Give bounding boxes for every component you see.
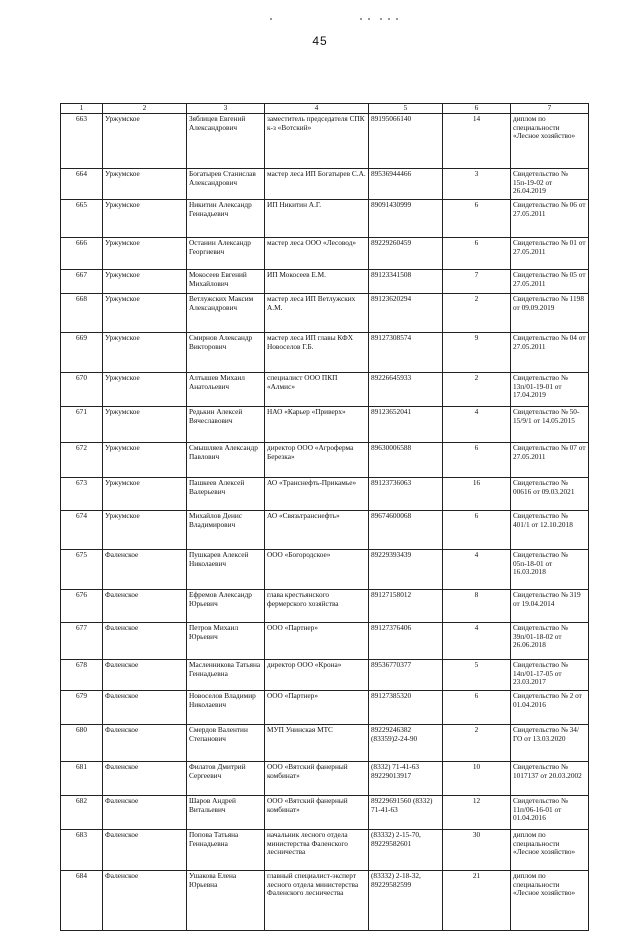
person-name-cell: Смышляев Александр Павлович xyxy=(187,442,265,477)
table-row xyxy=(61,829,589,870)
district-cell: Фаленское xyxy=(103,549,187,589)
district-cell: Уржумское xyxy=(103,199,187,237)
phone-cell: 89674600068 xyxy=(369,510,443,549)
table-row xyxy=(61,690,589,724)
phone-cell: 89536944466 xyxy=(369,168,443,199)
phone-cell: 89123620294 xyxy=(369,293,443,332)
row-number: 681 xyxy=(61,761,103,795)
experience-years-cell: 4 xyxy=(443,622,511,659)
phone-cell: 89123736063 xyxy=(369,477,443,510)
district-cell: Фаленское xyxy=(103,829,187,870)
row-number: 684 xyxy=(61,870,103,930)
certificate-cell: Свидетельство № 34/ГО от 13.03.2020 xyxy=(511,724,589,761)
position-cell: главный специалист-эксперт лесного отдела министерства Фаленского лесничества xyxy=(265,870,369,930)
row-number: 670 xyxy=(61,372,103,406)
person-name-cell: Смирнов Александр Викторович xyxy=(187,332,265,372)
position-cell: ООО «Вятский фанерный комбинат» xyxy=(265,761,369,795)
certificate-cell: Свидетельство № 2 от 01.04.2016 xyxy=(511,690,589,724)
certificate-cell: Свидетельство № 14п/01-17-05 от 23.03.2017 xyxy=(511,659,589,690)
phone-cell: 89123341508 xyxy=(369,269,443,293)
district-cell: Уржумское xyxy=(103,332,187,372)
table-row xyxy=(61,549,589,589)
district-cell: Уржумское xyxy=(103,269,187,293)
table-row xyxy=(61,659,589,690)
position-cell: директор ООО «Крона» xyxy=(265,659,369,690)
column-header: 3 xyxy=(187,104,265,114)
table-row xyxy=(61,168,589,199)
experience-years-cell: 6 xyxy=(443,199,511,237)
experience-years-cell: 4 xyxy=(443,406,511,442)
position-cell: мастер леса ИП Ветлужских А.М. xyxy=(265,293,369,332)
row-number: 665 xyxy=(61,199,103,237)
phone-cell: 89127376406 xyxy=(369,622,443,659)
certificate-cell: Свидетельство № 15п-19-02 от 26.04.2019 xyxy=(511,168,589,199)
district-cell: Фаленское xyxy=(103,622,187,659)
certificate-cell: Свидетельство № 401/1 от 12.10.2018 xyxy=(511,510,589,549)
phone-cell: 89229691560 (8332) 71-41-63 xyxy=(369,795,443,829)
experience-years-cell: 6 xyxy=(443,510,511,549)
certificate-cell: Свидетельство № 13п/01-19-01 от 17.04.2019 xyxy=(511,372,589,406)
registry-table xyxy=(60,103,589,931)
table-row xyxy=(61,199,589,237)
position-cell: ООО «Вятский фанерный комбинат» xyxy=(265,795,369,829)
column-header: 7 xyxy=(511,104,589,114)
phone-cell: 89127158012 xyxy=(369,589,443,622)
table-row xyxy=(61,442,589,477)
table-row xyxy=(61,622,589,659)
experience-years-cell: 8 xyxy=(443,589,511,622)
person-name-cell: Михайлов Денис Владимирович xyxy=(187,510,265,549)
certificate-cell: Свидетельство № 07 от 27.05.2011 xyxy=(511,442,589,477)
experience-years-cell: 6 xyxy=(443,237,511,269)
row-number: 667 xyxy=(61,269,103,293)
row-number: 676 xyxy=(61,589,103,622)
column-header: 2 xyxy=(103,104,187,114)
row-number: 675 xyxy=(61,549,103,589)
phone-cell: 89536770377 xyxy=(369,659,443,690)
experience-years-cell: 6 xyxy=(443,690,511,724)
position-cell: заместитель председателя СПК к-з «Вотский» xyxy=(265,113,369,168)
certificate-cell: Свидетельство № 1198 от 09.09.2019 xyxy=(511,293,589,332)
district-cell: Уржумское xyxy=(103,113,187,168)
table-row xyxy=(61,372,589,406)
experience-years-cell: 16 xyxy=(443,477,511,510)
row-number: 671 xyxy=(61,406,103,442)
person-name-cell: Останин Александр Георгиевич xyxy=(187,237,265,269)
experience-years-cell: 21 xyxy=(443,870,511,930)
phone-cell: 89229393439 xyxy=(369,549,443,589)
experience-years-cell: 6 xyxy=(443,442,511,477)
person-name-cell: Ветлужских Максим Александрович xyxy=(187,293,265,332)
district-cell: Фаленское xyxy=(103,690,187,724)
table-row xyxy=(61,406,589,442)
person-name-cell: Масленникова Татьяна Геннадьевна xyxy=(187,659,265,690)
phone-cell: 89127308574 xyxy=(369,332,443,372)
table-row xyxy=(61,332,589,372)
phone-cell: 89195066140 xyxy=(369,113,443,168)
position-cell: мастер леса ИП главы КФХ Новоселов Г.Б. xyxy=(265,332,369,372)
district-cell: Уржумское xyxy=(103,406,187,442)
position-cell: НАО «Карьер «Приверх» xyxy=(265,406,369,442)
position-cell: АО «Связьтранснефть» xyxy=(265,510,369,549)
row-number: 674 xyxy=(61,510,103,549)
person-name-cell: Петров Михаил Юрьевич xyxy=(187,622,265,659)
position-cell: МУП Унинская МТС xyxy=(265,724,369,761)
position-cell: ООО «Партнер» xyxy=(265,690,369,724)
experience-years-cell: 2 xyxy=(443,372,511,406)
district-cell: Уржумское xyxy=(103,477,187,510)
district-cell: Уржумское xyxy=(103,372,187,406)
phone-cell: 89229260459 xyxy=(369,237,443,269)
person-name-cell: Смердов Валентин Степанович xyxy=(187,724,265,761)
row-number: 677 xyxy=(61,622,103,659)
phone-cell: 89091430999 xyxy=(369,199,443,237)
experience-years-cell: 9 xyxy=(443,332,511,372)
phone-cell: 89229246382 (83359)2-24-90 xyxy=(369,724,443,761)
certificate-cell: Свидетельство № 05 от 27.05.2011 xyxy=(511,269,589,293)
phone-cell: 89123652041 xyxy=(369,406,443,442)
district-cell: Фаленское xyxy=(103,761,187,795)
district-cell: Уржумское xyxy=(103,237,187,269)
experience-years-cell: 12 xyxy=(443,795,511,829)
certificate-cell: диплом по специальности «Лесное хозяйство» xyxy=(511,829,589,870)
person-name-cell: Пушкарев Алексей Николаевич xyxy=(187,549,265,589)
certificate-cell: Свидетельство № 1017137 от 20.03.2002 xyxy=(511,761,589,795)
table-row xyxy=(61,795,589,829)
person-name-cell: Богатырев Станислав Александрович xyxy=(187,168,265,199)
experience-years-cell: 3 xyxy=(443,168,511,199)
table-row xyxy=(61,237,589,269)
district-cell: Фаленское xyxy=(103,795,187,829)
experience-years-cell: 7 xyxy=(443,269,511,293)
person-name-cell: Новоселов Владимир Николаевич xyxy=(187,690,265,724)
position-cell: мастер леса ИП Богатырев С.А. xyxy=(265,168,369,199)
position-cell: специалист ООО ПКП «Алмис» xyxy=(265,372,369,406)
column-header: 5 xyxy=(369,104,443,114)
table-row xyxy=(61,510,589,549)
certificate-cell: диплом по специальности «Лесное хозяйство» xyxy=(511,870,589,930)
row-number: 673 xyxy=(61,477,103,510)
certificate-cell: Свидетельство № 05п-18-01 от 16.03.2018 xyxy=(511,549,589,589)
person-name-cell: Филатов Дмитрий Сергеевич xyxy=(187,761,265,795)
table-row xyxy=(61,761,589,795)
position-cell: АО «Транснефть-Прикамье» xyxy=(265,477,369,510)
row-number: 669 xyxy=(61,332,103,372)
row-number: 672 xyxy=(61,442,103,477)
page-number: 45 xyxy=(312,34,328,48)
table-row xyxy=(61,589,589,622)
certificate-cell: диплом по специальности «Лесное хозяйство» xyxy=(511,113,589,168)
district-cell: Фаленское xyxy=(103,724,187,761)
certificate-cell: Свидетельство № 00616 от 09.03.2021 xyxy=(511,477,589,510)
row-number: 666 xyxy=(61,237,103,269)
phone-cell: (83332) 2-18-32, 89229582599 xyxy=(369,870,443,930)
position-cell: глава крестьянского фермерского хозяйства xyxy=(265,589,369,622)
row-number: 682 xyxy=(61,795,103,829)
position-cell: директор ООО «Агроферма Березка» xyxy=(265,442,369,477)
district-cell: Уржумское xyxy=(103,168,187,199)
district-cell: Фаленское xyxy=(103,870,187,930)
row-number: 678 xyxy=(61,659,103,690)
person-name-cell: Никитин Александр Геннадьевич xyxy=(187,199,265,237)
position-cell: ООО «Партнер» xyxy=(265,622,369,659)
position-cell: начальник лесного отдела министерства Фаленского лесничества xyxy=(265,829,369,870)
row-number: 683 xyxy=(61,829,103,870)
person-name-cell: Редькин Алексей Вячеславович xyxy=(187,406,265,442)
experience-years-cell: 10 xyxy=(443,761,511,795)
person-name-cell: Шаров Андрей Витальевич xyxy=(187,795,265,829)
position-cell: ООО «Богородское» xyxy=(265,549,369,589)
phone-cell: 89226645933 xyxy=(369,372,443,406)
district-cell: Уржумское xyxy=(103,293,187,332)
column-number-row xyxy=(61,104,589,114)
experience-years-cell: 5 xyxy=(443,659,511,690)
column-header: 1 xyxy=(61,104,103,114)
district-cell: Фаленское xyxy=(103,659,187,690)
certificate-cell: Свидетельство № 01 от 27.05.2011 xyxy=(511,237,589,269)
certificate-cell: Свидетельство № 39п/01-18-02 от 26.06.2018 xyxy=(511,622,589,659)
row-number: 679 xyxy=(61,690,103,724)
experience-years-cell: 2 xyxy=(443,724,511,761)
phone-cell: 89630006588 xyxy=(369,442,443,477)
district-cell: Фаленское xyxy=(103,589,187,622)
scan-marks xyxy=(270,18,420,26)
person-name-cell: Ушакова Елена Юрьевна xyxy=(187,870,265,930)
row-number: 680 xyxy=(61,724,103,761)
person-name-cell: Попова Татьяна Геннадьевна xyxy=(187,829,265,870)
table-row xyxy=(61,477,589,510)
position-cell: мастер леса ООО «Лесовод» xyxy=(265,237,369,269)
table-row xyxy=(61,269,589,293)
person-name-cell: Пашкеев Алексей Валерьевич xyxy=(187,477,265,510)
table-row xyxy=(61,870,589,930)
person-name-cell: Зяблицев Евгений Александрович xyxy=(187,113,265,168)
certificate-cell: Свидетельство № 04 от 27.05.2011 xyxy=(511,332,589,372)
district-cell: Уржумское xyxy=(103,442,187,477)
column-header: 6 xyxy=(443,104,511,114)
person-name-cell: Алтышев Михаил Анатольевич xyxy=(187,372,265,406)
phone-cell: 89127385320 xyxy=(369,690,443,724)
phone-cell: (83332) 2-15-70, 89229582601 xyxy=(369,829,443,870)
experience-years-cell: 30 xyxy=(443,829,511,870)
certificate-cell: Свидетельство № 11п/06-16-01 от 01.04.2016 xyxy=(511,795,589,829)
district-cell: Уржумское xyxy=(103,510,187,549)
phone-cell: (8332) 71-41-63 89229013917 xyxy=(369,761,443,795)
person-name-cell: Мокосеев Евгений Михайлович xyxy=(187,269,265,293)
certificate-cell: Свидетельство № 319 от 19.04.2014 xyxy=(511,589,589,622)
experience-years-cell: 2 xyxy=(443,293,511,332)
table-row xyxy=(61,293,589,332)
person-name-cell: Ефремов Александр Юрьевич xyxy=(187,589,265,622)
position-cell: ИП Мокосеев Е.М. xyxy=(265,269,369,293)
experience-years-cell: 14 xyxy=(443,113,511,168)
certificate-cell: Свидетельство № 06 от 27.05.2011 xyxy=(511,199,589,237)
certificate-cell: Свидетельство № 50-15/9/1 от 14.05.2015 xyxy=(511,406,589,442)
row-number: 664 xyxy=(61,168,103,199)
column-header: 4 xyxy=(265,104,369,114)
experience-years-cell: 4 xyxy=(443,549,511,589)
position-cell: ИП Никитин А.Г. xyxy=(265,199,369,237)
row-number: 668 xyxy=(61,293,103,332)
table-row xyxy=(61,113,589,168)
table-row xyxy=(61,724,589,761)
row-number: 663 xyxy=(61,113,103,168)
